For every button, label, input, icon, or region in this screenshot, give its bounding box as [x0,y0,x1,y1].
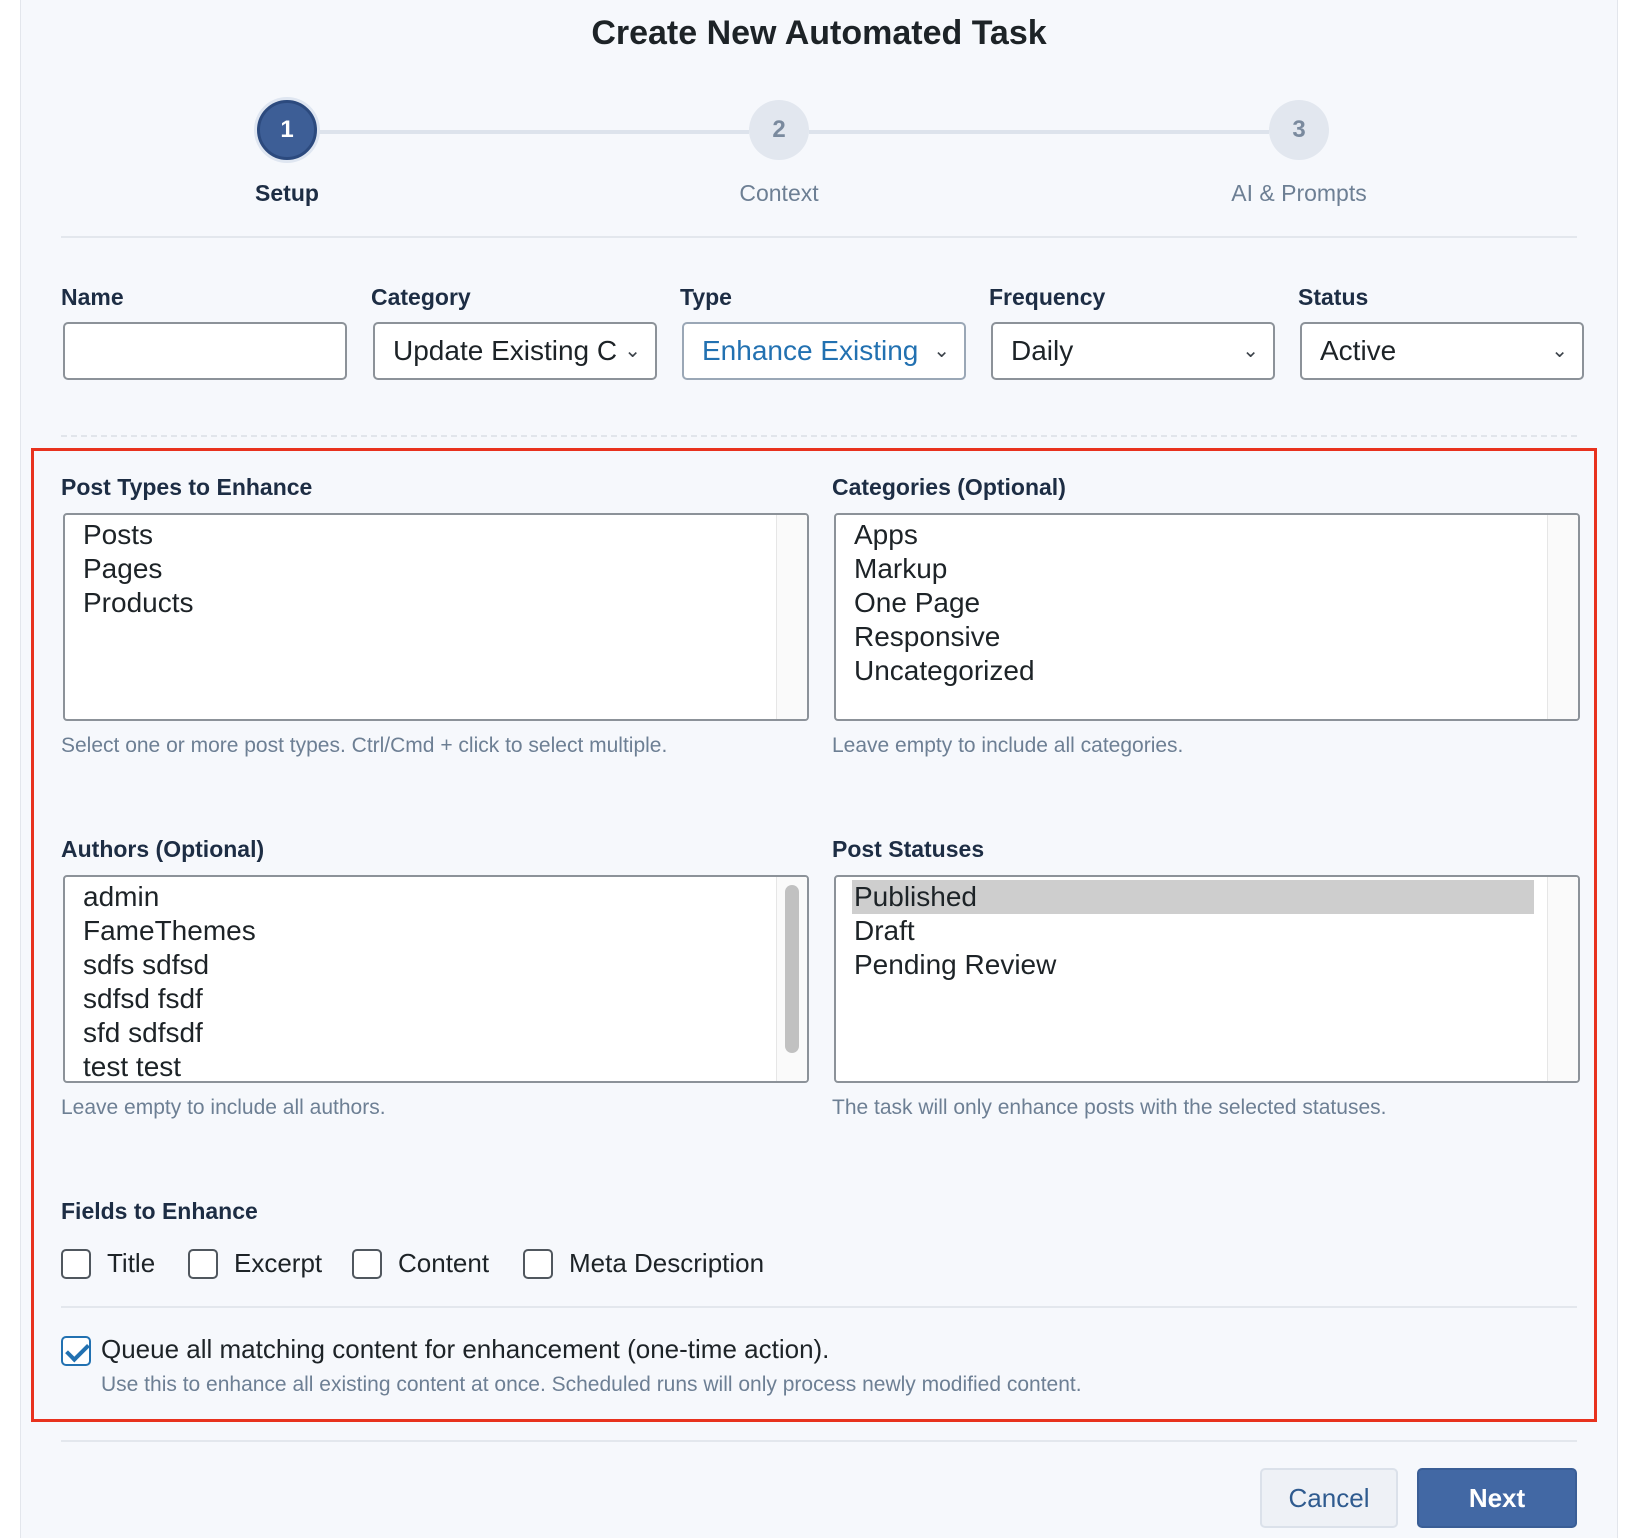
name-input[interactable] [63,322,347,380]
meta-description-checkbox[interactable] [523,1249,553,1279]
frequency-value: Daily [1011,335,1074,366]
type-select[interactable] [682,322,966,380]
content-checkbox[interactable] [352,1249,382,1279]
chevron-down-icon: ⌄ [1242,340,1259,362]
post-statuses-listbox[interactable] [834,875,1580,1083]
categories-label: Categories (Optional) [832,474,1066,500]
fields-divider [61,1306,1577,1308]
section-divider [61,435,1577,437]
category-select[interactable] [373,322,657,380]
queue-help: Use this to enhance all existing content at once. Scheduled runs will only process newly modified content. [101,1373,1082,1396]
stepper-divider [61,236,1577,238]
modal-title: Create New Automated Task [591,14,1047,52]
queue-checkbox[interactable] [61,1336,91,1366]
chevron-down-icon: ⌄ [933,340,950,362]
excerpt-checkbox[interactable] [188,1249,218,1279]
list-item[interactable]: admin [83,881,160,912]
authors-label: Authors (Optional) [61,836,265,862]
stepper-line-1 [317,130,749,134]
step-2-circle[interactable]: 2 [749,100,809,160]
list-item[interactable]: Uncategorized [854,655,1035,686]
next-button[interactable]: Next [1417,1468,1577,1528]
list-item[interactable]: FameThemes [83,915,256,946]
scrollbar-thumb[interactable] [785,885,799,1053]
scrollbar-track[interactable] [1547,877,1578,1081]
categories-listbox[interactable] [834,513,1580,721]
chevron-down-icon: ⌄ [624,340,641,362]
frequency-label: Frequency [989,284,1106,310]
list-item[interactable]: One Page [854,587,981,618]
cancel-button[interactable]: Cancel [1260,1468,1398,1528]
list-item[interactable]: test test [83,1051,182,1082]
excerpt-checkbox-label[interactable]: Excerpt [234,1248,323,1278]
status-label: Status [1298,284,1369,310]
status-value: Active [1320,335,1397,366]
step-1-label: Setup [255,180,319,206]
stepper-line-2 [809,130,1269,134]
queue-checkbox-label[interactable]: Queue all matching content for enhancement (one-time action). [101,1334,830,1364]
authors-listbox[interactable] [63,875,809,1083]
step-3-circle[interactable]: 3 [1269,100,1329,160]
post-statuses-label: Post Statuses [832,836,985,862]
task-modal [20,0,1618,1538]
authors-help: Leave empty to include all authors. [61,1096,386,1119]
title-checkbox-label[interactable]: Title [107,1248,156,1278]
list-item[interactable]: sfd sdfsdf [83,1017,203,1048]
list-item[interactable]: sdfsd fsdf [83,983,203,1014]
list-item[interactable]: Products [83,587,194,618]
frequency-select[interactable] [991,322,1275,380]
status-select[interactable] [1300,322,1584,380]
list-item[interactable]: Posts [83,519,154,550]
categories-help: Leave empty to include all categories. [832,734,1184,757]
list-item[interactable]: Responsive [854,621,1001,652]
post-statuses-help: The task will only enhance posts with the selected statuses. [832,1096,1387,1119]
list-item[interactable]: Draft [854,915,915,946]
post-types-listbox[interactable] [63,513,809,721]
step-1-circle[interactable]: 1 [257,100,317,160]
scrollbar-track[interactable] [776,515,807,719]
type-label: Type [680,284,732,310]
meta-description-checkbox-label[interactable]: Meta Description [569,1248,765,1278]
list-item-selected[interactable]: Published [852,880,1534,914]
footer-divider [61,1440,1577,1442]
category-value: Update Existing C [393,335,618,366]
list-item[interactable]: Pending Review [854,949,1057,980]
list-item[interactable]: sdfs sdfsd [83,949,210,980]
post-types-help: Select one or more post types. Ctrl/Cmd + click to select multiple. [61,734,668,757]
type-value: Enhance Existing [702,335,919,366]
step-2-label: Context [739,180,819,206]
chevron-down-icon: ⌄ [1551,340,1568,362]
list-item[interactable]: Markup [854,553,948,584]
list-item[interactable]: Apps [854,519,918,550]
content-checkbox-label[interactable]: Content [398,1248,490,1278]
category-label: Category [371,284,471,310]
step-3-label: AI & Prompts [1231,180,1367,206]
post-types-label: Post Types to Enhance [61,474,313,500]
name-label: Name [61,284,124,310]
fields-to-enhance-label: Fields to Enhance [61,1198,258,1224]
scrollbar-track[interactable] [1547,515,1578,719]
title-checkbox[interactable] [61,1249,91,1279]
list-item[interactable]: Pages [83,553,163,584]
